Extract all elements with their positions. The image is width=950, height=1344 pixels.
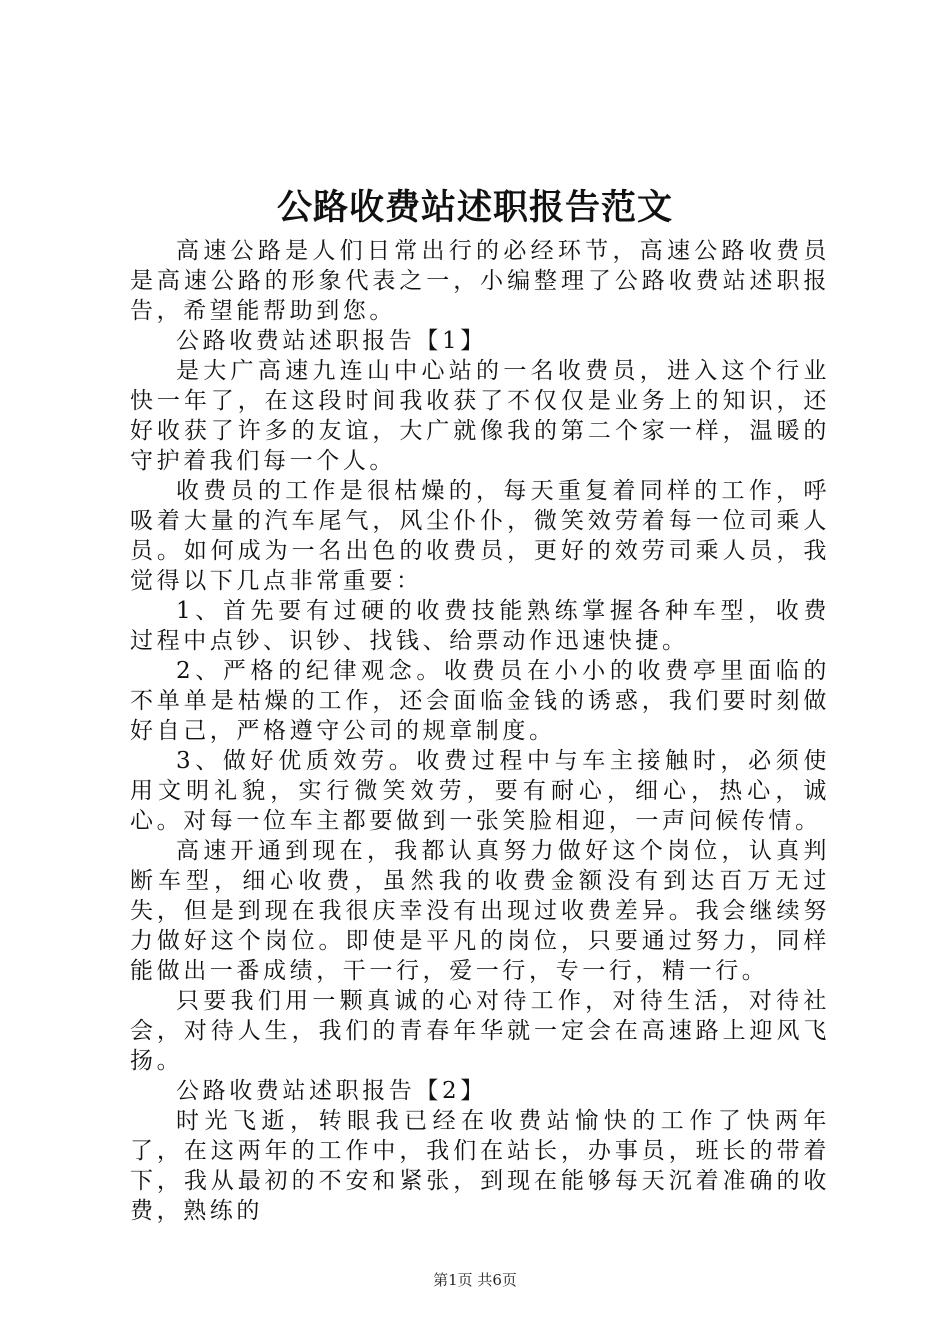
section-heading-2: 公路收费站述职报告【2】 [176,1078,487,1104]
paragraph: 高速开通到现在，我都认真努力做好这个岗位，认真判断车型，细心收费，虽然我的收费金额没有到达百万无过失，但是到现在我很庆幸没有出现过收费差异。我会继续努力做好这个岗位。即使是平凡的岗位，只要通过努力，同样能做出一番成绩，干一行，爱一行，专一行，精一行。 [130,838,830,984]
paragraph: 时光飞逝，转眼我已经在收费站愉快的工作了快两年了，在这两年的工作中，我们在站长，办事员，班长的带着下，我从最初的不安和紧张，到现在能够每天沉着准确的收费，熟练的 [130,1108,830,1224]
paragraph: 是大广高速九连山中心站的一名收费员，进入这个行业快一年了，在这段时间我收获了不仅仅是业务上的知识，还好收获了许多的友谊，大广就像我的第二个家一样，温暖的守护着我们每一个人。 [130,358,830,474]
paragraph: 收费员的工作是很枯燥的，每天重复着同样的工作，呼吸着大量的汽车尾气，风尘仆仆，微笑效劳着每一位司乘人员。如何成为一名出色的收费员，更好的效劳司乘人员，我觉得以下几点非常重要： [130,478,830,594]
list-item-1: 1、首先要有过硬的收费技能熟练掌握各种车型，收费过程中点钞、识钞、找钱、给票动作迅速快捷。 [130,598,830,654]
paragraph: 只要我们用一颗真诚的心对待工作，对待生活，对待社会，对待人生，我们的青春年华就一定会在高速路上迎风飞扬。 [130,988,830,1074]
list-item-3: 3、做好优质效劳。收费过程中与车主接触时，必须使用文明礼貌，实行微笑效劳，要有耐心，细心，热心，诚心。对每一位车主都要做到一张笑脸相迎，一声问候传情。 [130,748,830,834]
document-title: 公路收费站述职报告范文 [276,187,673,228]
document-body [130,236,830,1226]
page-number-footer: 第1页 共6页 [433,1271,517,1289]
paragraph-intro: 高速公路是人们日常出行的必经环节，高速公路收费员是高速公路的形象代表之一，小编整理了公路收费站述职报告，希望能帮助到您。 [130,238,830,324]
list-item-2: 2、严格的纪律观念。收费员在小小的收费亭里面临的不单单是枯燥的工作，还会面临金钱的诱惑，我们要时刻做好自己，严格遵守公司的规章制度。 [130,658,830,744]
section-heading-1: 公路收费站述职报告【1】 [176,328,487,354]
